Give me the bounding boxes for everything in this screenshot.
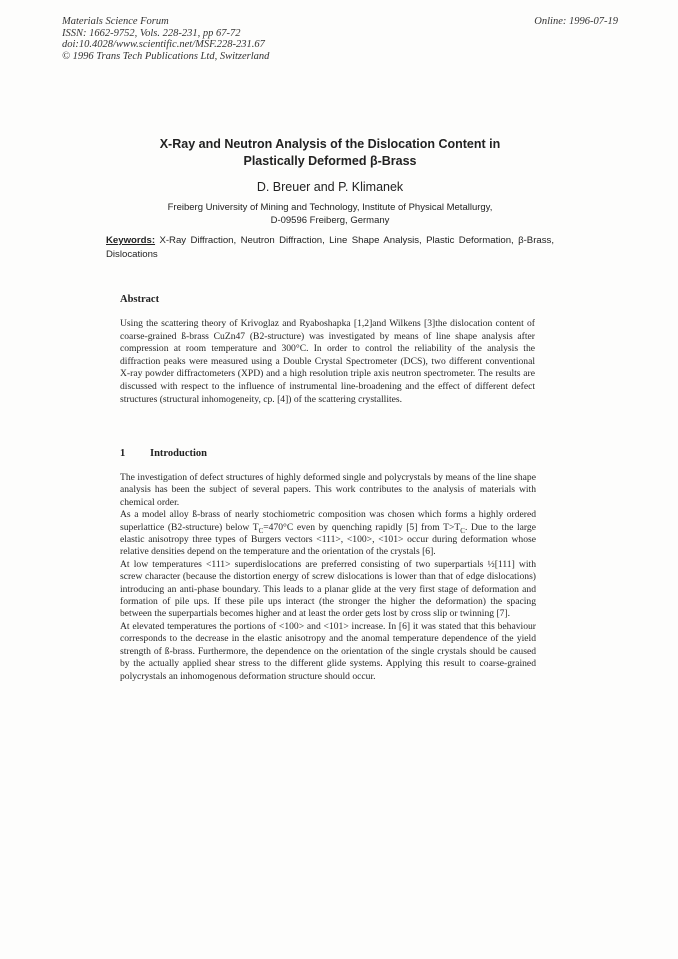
intro-p2-subscript-2: C <box>460 526 465 535</box>
intro-paragraph-1: The investigation of defect structures of highly deformed single and polycrystals by means of the line shape analysis has been the subject of several papers. This work contributes to the analysis of materials with chemical order. <box>120 472 536 508</box>
intro-paragraph-4: At elevated temperatures the portions of <100> and <101> increase. In [6] it was stated that this behaviour corresponds to the decrease in the elastic anisotropy and the anomal temperature dependence of the yield strength of ß-brass. Furthermore, the dependence on the orientation of the single crystals should be caused by the actually applied shear stress to the different glide systems. Applying this result to coarse-grained polycrystals an inhomogenous deformation structure should occur. <box>120 620 536 682</box>
online-date: Online: 1996-07-19 <box>534 16 618 27</box>
intro-p2-text-b: =470°C even by quenching rapidly [5] from T>T <box>263 521 461 533</box>
section-number: 1 <box>120 448 126 459</box>
intro-p2-subscript-1: C <box>258 526 264 535</box>
title-line-1: X-Ray and Neutron Analysis of the Dislocation Content in <box>159 137 501 151</box>
introduction-body <box>120 472 536 683</box>
keywords <box>106 234 554 261</box>
keywords-text: X-Ray Diffraction, Neutron Diffraction, Line Shape Analysis, Plastic Deformation, β-Brass, Dislocations <box>106 235 554 260</box>
issn-line: ISSN: 1662-9752, Vols. 228-231, pp 67-72 <box>62 27 241 39</box>
title-line-2: Plastically Deformed β-Brass <box>243 154 417 168</box>
introduction-heading <box>120 448 207 459</box>
paper-title <box>100 136 560 170</box>
intro-p2-text-a: As a model alloy ß-brass of nearly stochiometric composition was chosen which forms a highly ordered superlattice (B2-structure) below T <box>120 509 536 533</box>
affiliation-line-2: D-09596 Freiberg, Germany <box>270 214 390 226</box>
intro-p2-text-c: . Due to the large elastic anisotropy three types of Burgers vectors <111>, <100>, <101> occur during deformation whose relative densities depend on the temperature and the orientation of the crystals [6]. <box>120 521 536 558</box>
intro-paragraph-3: At low temperatures <111> superdislocations are preferred consisting of two superpartials ½[111] with screw character (because the distortion energy of screw dislocations is lower than that of edge dislocations) introducing an anti-phase boundary. This leads to a planar glide at the very first stage of deformation and formation of pile ups. If these pile ups interact (the stronger the higher the deformation) the spacing between the superpartials becomes higher and at least the order gets lost by cross slip or twinning [7]. <box>120 558 536 620</box>
affiliation <box>100 202 560 227</box>
keywords-label: Keywords: <box>106 235 156 246</box>
journal-name: Materials Science Forum <box>62 16 169 27</box>
abstract-text: Using the scattering theory of Krivoglaz and Ryaboshapka [1,2]and Wilkens [3]the dislocation content of coarse-grained ß-brass CuZn47 (B2-structure) was investigated by means of line shape analysis after compression at room temperature and 300°C. In order to control the reliability of the analysis the diffraction peaks were measured using a Double Crystal Spectrometer (DCS), two different conventional X-ray powder diffractometers (XPD) and a high resolution triple axis neutron spectrometer. The results are discussed with respect to the influence of instrumental line-broadening and the effect of different defect structures (structural inhomogeneity, cp. [4]) of the scattering crystallites. <box>120 318 535 405</box>
section-title: Introduction <box>150 448 207 459</box>
affiliation-line-1: Freiberg University of Mining and Technology, Institute of Physical Metallurgy, <box>167 202 493 213</box>
intro-paragraph-2 <box>120 509 536 559</box>
authors: D. Breuer and P. Klimanek <box>256 180 404 194</box>
publication-header <box>62 16 269 62</box>
copyright-line: © 1996 Trans Tech Publications Ltd, Switzerland <box>62 50 270 62</box>
abstract-heading: Abstract <box>120 294 160 305</box>
doi-line: doi:10.4028/www.scientific.net/MSF.228-231.67 <box>62 39 265 50</box>
